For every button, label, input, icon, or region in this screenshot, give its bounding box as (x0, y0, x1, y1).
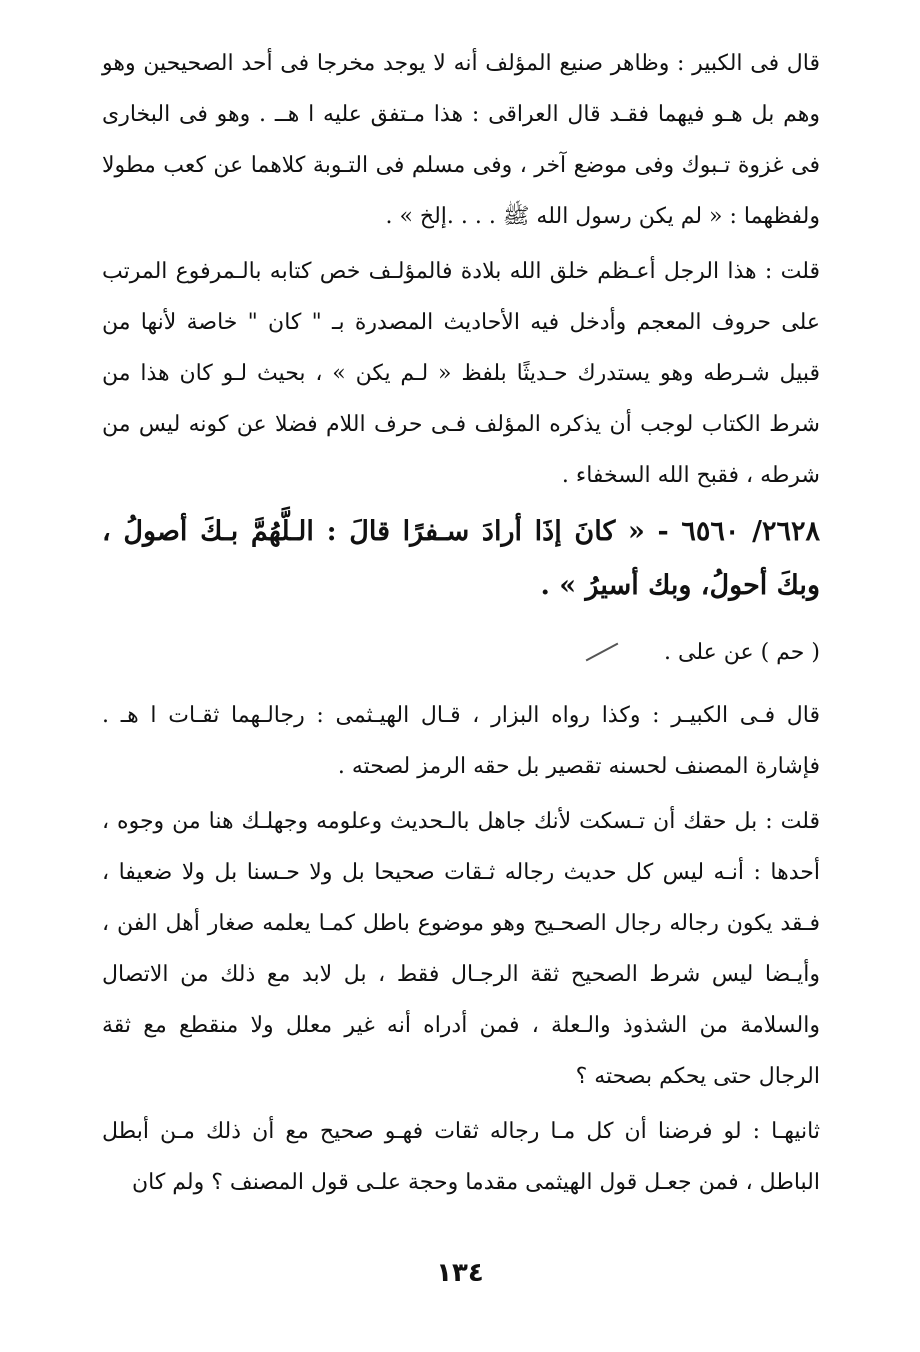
paragraph-commentary-kabir: قال فى الكبير : وظاهر صنيع المؤلف أنه لا يوجد مخرجا فى أحد الصحيحين وهو وهم بل هـو فيهما فقـد قال العراقى : هذا مـتفق عليه ا هــ . وهو فى البخارى فى غزوة تـبوك وفى موضع آخر ، وفى مسلم فى التـوبة كلاهما عن كعب مطولا ولفظهما : « لم يكن رسول الله ﷺ . . . .إلخ » . (102, 51, 820, 229)
hadith-source (102, 627, 820, 678)
paragraph-commentary-haythami: قال فـى الكبيـر : وكذا رواه البزار ، قـال الهيـثمى : رجالـهما ثقـات ا هـ . فإشارة المصنف لحسنه تقصير بل حقه الرمز لصحته . (102, 703, 820, 779)
pen-stroke-mark (586, 643, 619, 662)
page-number: ١٣٤ (436, 1258, 484, 1288)
page-body (102, 38, 820, 1212)
paragraph-rebuttal-3: ثانيهـا : لو فرضنا أن كل مـا رجاله ثقات فهـو صحيح مع أن ذلك مـن أبطل الباطل ، فمن جعـل قول الهيثمى مقدما وحجة علـى قول المصنف ؟ ولم كان (102, 1119, 820, 1195)
paragraph-rebuttal-2: قلت : بل حقك أن تـسكت لأنك جاهل بالـحديث وعلومه وجهلـك هنا من وجوه ، أحدها : أنـه ليس كل حديث رجاله ثـقات صحيحا بل ولا حـسنا بل ولا ضعيفا ، فـقد يكون رجاله رجال الصحـيح وهو موضوع باطل كمـا يعلمه صغار أهل الفن ، وأيـضا ليس شرط الصحيح ثقة الرجـال فقط ، بل لابد مع ذلك من الاتصال والسلامة من الشذوذ والـعلة ، فمن أدراه أنه غير معلل ولا منقطع مع ثقة الرجال حتى يحكم بصحته ؟ (102, 809, 820, 1089)
source-label: ( حم ) عن على . (664, 640, 820, 665)
hadith-text: ٢٦٢٨/ ٦٥٦٠ - « كانَ إذَا أرادَ سـفرًا قالَ : الـلَّهُمَّ بـكَ أصولُ ، وبكَ أحولُ، وبك أسيرُ » . (102, 516, 820, 601)
paragraph-rebuttal-1: قلت : هذا الرجل أعـظم خلق الله بلادة فالمؤلـف خص كتابه بالـمرفوع المرتب على حروف المعجم وأدخل فيه الأحاديث المصدرة بـ " كان " خاصة لأنها من قبيل شـرطه وهو يستدرك حـديثًا بلفظ « لـم يكن » ، بحيث لـو كان هذا من شرط الكتاب لوجب أن يذكره المؤلف فـى حرف اللام فضلا عن كونه ليس من شرطه ، فقبح الله السخفاء . (102, 259, 820, 488)
